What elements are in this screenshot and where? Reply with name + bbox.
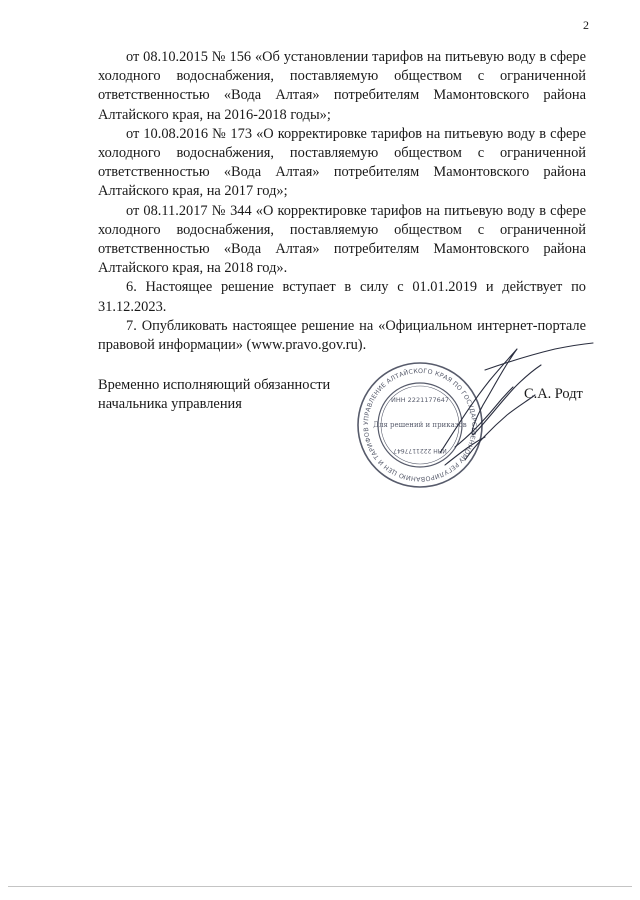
svg-text:ИНН 2221177647: ИНН 2221177647 <box>393 447 447 454</box>
paragraph-3: от 08.11.2017 № 344 «О корректировке тарифов на питьевую воду в сфере холодного водоснабжения, поставляемую обществом с ограниченной ответственностью «Вода Алтая» потребителям Мамонтовского района Алтайского края, на 2018 год». <box>98 202 586 277</box>
page-number: 2 <box>583 18 589 32</box>
stamp-ring-text: УПРАВЛЕНИЕ АЛТАЙСКОГО КРАЯ ПО ГОСУДАРСТВЕННОМУ РЕГУЛИРОВАНИЮ ЦЕН И ТАРИФОВ <box>362 367 478 483</box>
signatory-title: Временно исполняющий обязанности начальника управления <box>98 377 331 413</box>
signatory-name: С.А. Родт <box>524 386 583 402</box>
paragraph-5: 7. Опубликовать настоящее решение на «Официальном интернет-портале правовой информации» (www.pravo.gov.ru). <box>98 317 586 354</box>
paragraph-4: 6. Настоящее решение вступает в силу с 01.01.2019 и действует по 31.12.2023. <box>98 279 586 315</box>
paragraph-1: от 08.10.2015 № 156 «Об установлении тарифов на питьевую воду в сфере холодного водоснабжения, поставляемую обществом с ограниченной ответственностью «Вода Алтая» потребителям Мамонтовского района Алтайского края, на 2016-2018 годы»; <box>98 49 586 123</box>
handwritten-signature <box>440 343 593 465</box>
document-body <box>98 48 586 355</box>
official-seal <box>358 363 482 487</box>
stamp-and-signature <box>345 335 595 500</box>
stamp-inn-text: ИНН 2221177647 <box>390 396 450 404</box>
stamp-center-text: Для решений и приказов <box>373 421 467 429</box>
footer-line <box>8 886 632 887</box>
paragraph-2: от 10.08.2016 № 173 «О корректировке тарифов на питьевую воду в сфере холодного водоснабжения, поставляемую обществом с ограниченной ответственностью «Вода Алтая» потребителям Мамонтовского района Алтайского края, на 2017 год»; <box>98 125 586 200</box>
